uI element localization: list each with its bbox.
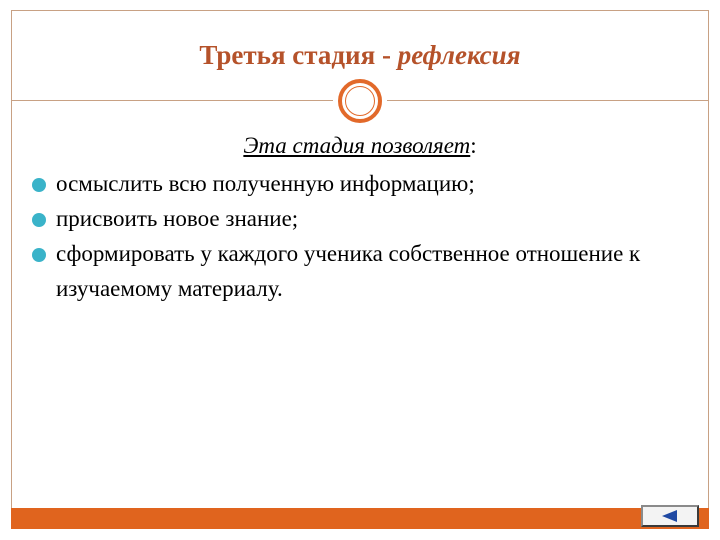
- bullet-dot-icon: [32, 213, 46, 227]
- slide-title: [0, 40, 720, 71]
- list-item: [30, 201, 690, 236]
- divider-right: [387, 100, 709, 101]
- footer-bar: [11, 508, 709, 529]
- bullet-list: [30, 166, 690, 306]
- divider-left: [11, 100, 333, 101]
- bullet-dot-icon: [32, 178, 46, 192]
- title-italic: рефлексия: [397, 40, 521, 70]
- intro-suffix: :: [470, 133, 477, 158]
- bullet-text: присвоить новое знание;: [56, 206, 299, 231]
- ring-ornament-icon: [338, 79, 382, 123]
- list-item: [30, 236, 690, 306]
- back-button[interactable]: [641, 505, 699, 527]
- bullet-text: осмыслить всю полученную информацию;: [56, 171, 475, 196]
- left-arrow-icon: [662, 510, 677, 522]
- title-normal: Третья стадия -: [199, 40, 398, 70]
- bullet-dot-icon: [32, 248, 46, 262]
- bullet-text: сформировать у каждого ученика собственное отношение к изучаемому материалу.: [56, 241, 641, 301]
- intro-line: [0, 133, 720, 159]
- list-item: [30, 166, 690, 201]
- intro-underlined: Эта стадия позволяет: [243, 133, 471, 158]
